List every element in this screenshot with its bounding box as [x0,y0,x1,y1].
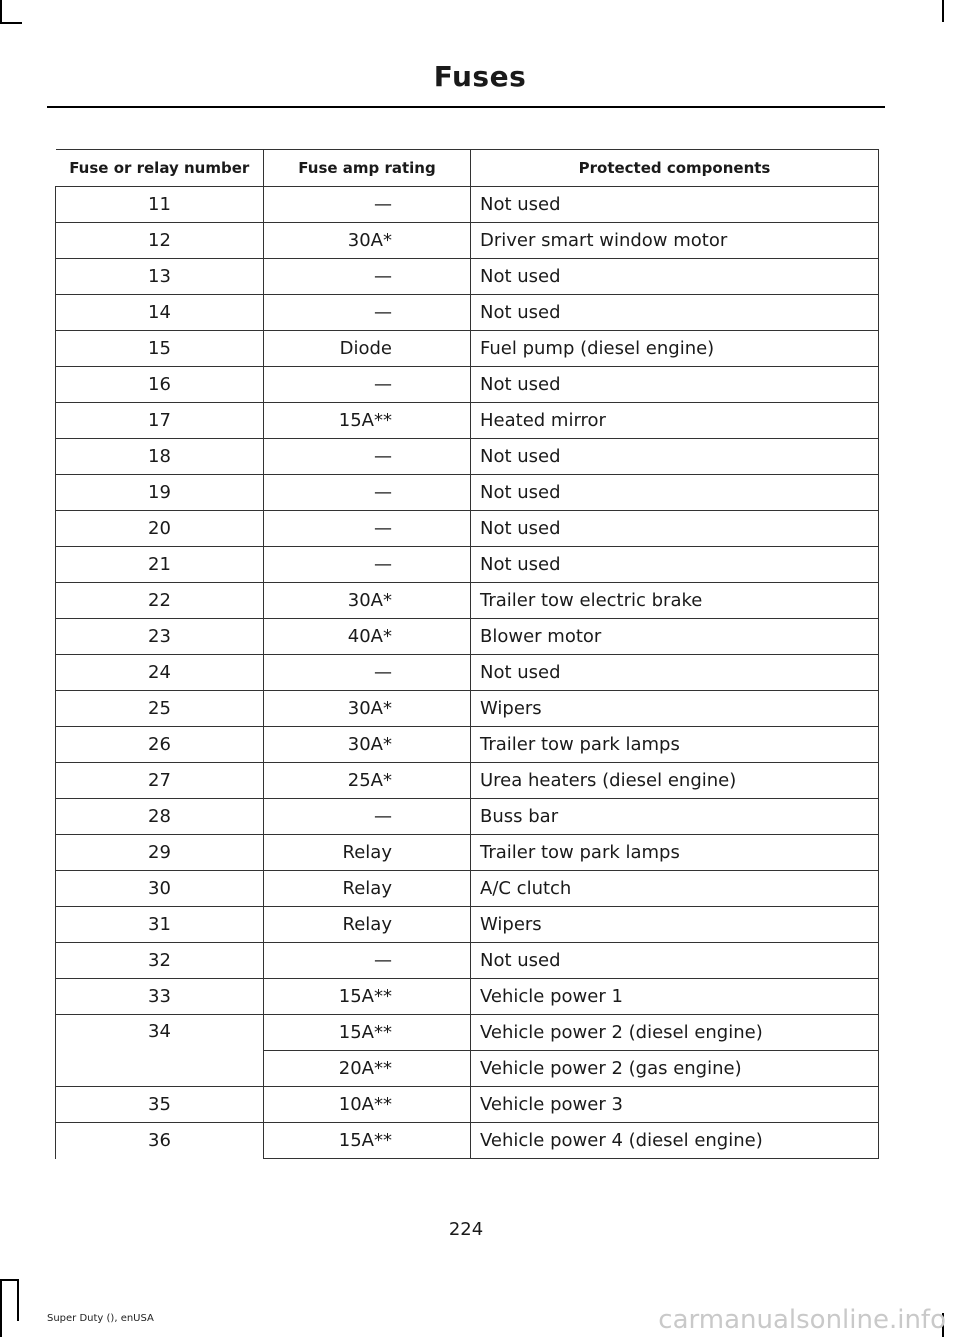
protected-component: Vehicle power 2 (diesel engine) [471,1015,879,1051]
fuse-number: 29 [56,835,264,871]
fuse-number: 25 [56,691,264,727]
fuse-number: 30 [56,871,264,907]
table-row [56,583,879,619]
amp-rating: — [264,943,471,979]
table-row [56,1015,879,1051]
amp-rating: — [264,511,471,547]
protected-component: Not used [471,439,879,475]
table-row [56,619,879,655]
fuse-number: 35 [56,1087,264,1123]
table-row [56,331,879,367]
protected-component: Not used [471,655,879,691]
table-row [56,943,879,979]
fuse-number: 26 [56,727,264,763]
fuse-table [55,149,879,1159]
table-header-row [56,150,879,187]
table-row [56,655,879,691]
protected-component: Vehicle power 2 (gas engine) [471,1051,879,1087]
table-row [56,187,879,223]
protected-component: Not used [471,475,879,511]
protected-component: Not used [471,259,879,295]
fuse-number: 23 [56,619,264,655]
amp-rating: Relay [264,871,471,907]
fuse-number: 14 [56,295,264,331]
crop-mark-top-left-h [0,22,22,24]
page-title: Fuses [433,60,527,93]
table-row [56,511,879,547]
table-row [56,223,879,259]
table-row [56,295,879,331]
table-row [56,475,879,511]
protected-component: Blower motor [471,619,879,655]
amp-rating: 30A* [264,583,471,619]
fuse-number: 12 [56,223,264,259]
protected-component: Trailer tow park lamps [471,727,879,763]
protected-component: Fuel pump (diesel engine) [471,331,879,367]
amp-rating: — [264,439,471,475]
crop-mark-bottom-left-corner [17,1279,19,1321]
fuse-number: 17 [56,403,264,439]
amp-rating: 15A** [264,1015,471,1051]
fuse-number: 18 [56,439,264,475]
header-fuse-number: Fuse or relay number [56,150,264,187]
amp-rating: 40A* [264,619,471,655]
fuse-number: 11 [56,187,264,223]
protected-component: Heated mirror [471,403,879,439]
amp-rating: 30A* [264,727,471,763]
table-row [56,727,879,763]
amp-rating: — [264,187,471,223]
fuse-number: 31 [56,907,264,943]
protected-component: Not used [471,547,879,583]
watermark: carmanualsonline.info [658,1305,946,1335]
amp-rating: 30A* [264,223,471,259]
fuse-number: 27 [56,763,264,799]
protected-component: Buss bar [471,799,879,835]
amp-rating: — [264,547,471,583]
amp-rating: — [264,295,471,331]
fuse-number: 21 [56,547,264,583]
table-row [56,1087,879,1123]
amp-rating: 30A* [264,691,471,727]
table-row [56,691,879,727]
fuse-number: 16 [56,367,264,403]
fuse-number: 28 [56,799,264,835]
amp-rating: 15A** [264,1123,471,1159]
table-row [56,259,879,295]
amp-rating: — [264,259,471,295]
amp-rating: — [264,367,471,403]
header-amp-rating: Fuse amp rating [264,150,471,187]
table-row [56,547,879,583]
protected-component: Urea heaters (diesel engine) [471,763,879,799]
protected-component: Driver smart window motor [471,223,879,259]
crop-mark-bottom-left-h [0,1279,18,1281]
fuse-number: 20 [56,511,264,547]
fuse-number: 24 [56,655,264,691]
table-row [56,835,879,871]
protected-component: Trailer tow electric brake [471,583,879,619]
protected-component: Not used [471,295,879,331]
amp-rating: — [264,655,471,691]
protected-component: Wipers [471,691,879,727]
protected-component: Not used [471,367,879,403]
crop-mark-top-left-v [0,0,2,22]
table-row [56,799,879,835]
page-number: 224 [448,1219,484,1240]
fuse-number: 13 [56,259,264,295]
protected-component: Vehicle power 3 [471,1087,879,1123]
amp-rating: Diode [264,331,471,367]
amp-rating: — [264,475,471,511]
header-protected-components: Protected components [471,150,879,187]
protected-component: Vehicle power 4 (diesel engine) [471,1123,879,1159]
amp-rating: 10A** [264,1087,471,1123]
amp-rating: 25A* [264,763,471,799]
protected-component: Trailer tow park lamps [471,835,879,871]
amp-rating: 15A** [264,403,471,439]
fuse-number: 33 [56,979,264,1015]
amp-rating: Relay [264,907,471,943]
amp-rating: 15A** [264,979,471,1015]
protected-component: Not used [471,187,879,223]
table-row [56,871,879,907]
table-row [56,763,879,799]
title-divider [47,106,885,108]
fuse-number: 34 [56,1015,264,1087]
crop-mark-bottom-left-v [0,1279,2,1337]
fuse-number: 36 [56,1123,264,1159]
protected-component: A/C clutch [471,871,879,907]
fuse-number: 15 [56,331,264,367]
protected-component: Not used [471,511,879,547]
table-row [56,979,879,1015]
fuse-number: 32 [56,943,264,979]
protected-component: Vehicle power 1 [471,979,879,1015]
protected-component: Not used [471,943,879,979]
amp-rating: 20A** [264,1051,471,1087]
table-row [56,403,879,439]
table-row [56,367,879,403]
table-row [56,1123,879,1159]
amp-rating: — [264,799,471,835]
table-row [56,439,879,475]
protected-component: Wipers [471,907,879,943]
fuse-number: 22 [56,583,264,619]
table-row [56,907,879,943]
crop-mark-top-right-v [942,0,944,22]
footer-text: Super Duty (), enUSA [47,1313,154,1324]
fuse-number: 19 [56,475,264,511]
amp-rating: Relay [264,835,471,871]
